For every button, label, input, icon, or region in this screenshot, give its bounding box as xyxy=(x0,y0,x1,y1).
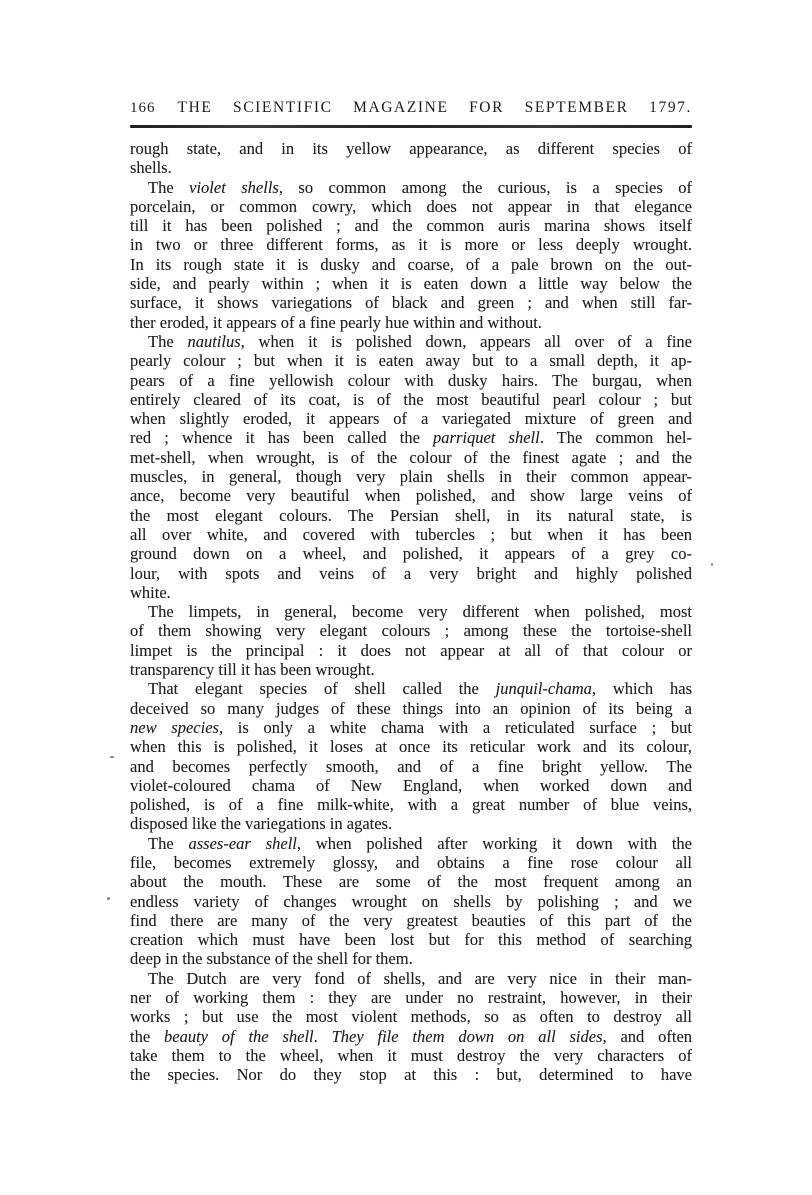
text-line: about the mouth. These are some of the most frequent among an xyxy=(130,872,692,892)
text-line: violet-coloured chama of New England, when worked down and xyxy=(130,775,692,795)
text-line: find there are many of the very greatest beauties of this part of the xyxy=(130,910,692,930)
paragraph xyxy=(130,332,692,602)
text-line: In its rough state it is dusky and coarse, of a pale brown on the out- xyxy=(130,254,692,274)
page-number: 166 xyxy=(130,100,156,116)
text-line: the most elegant colours. The Persian shell, in its natural state, is xyxy=(130,505,692,525)
page-title: THE SCIENTIFIC MAGAZINE FOR SEPTEMBER 1797. xyxy=(177,99,692,116)
magazine-page xyxy=(130,99,692,1085)
text-line: creation which must have been lost but for this method of searching xyxy=(130,930,692,950)
text-line: pears of a fine yellowish colour with dusky hairs. The burgau, when xyxy=(130,370,692,390)
text-line: in two or three different forms, as it is more or less deeply wrought. xyxy=(130,235,692,255)
paragraph xyxy=(130,679,692,833)
text-line: porcelain, or common cowry, which does not appear in that elegance xyxy=(130,196,692,216)
text-line: take them to the wheel, when it must destroy the very characters of xyxy=(130,1045,692,1065)
text-line: disposed like the variegations in agates. xyxy=(130,814,393,834)
text-line: side, and pearly within ; when it is eaten down a little way below the xyxy=(130,274,692,294)
text-line: shells. xyxy=(130,158,172,178)
text-line: the beauty of the shell. They file them down on all sides, and often xyxy=(130,1026,692,1046)
page-header xyxy=(130,99,692,117)
text-line: the species. Nor do they stop at this : but, determined to have xyxy=(130,1065,692,1085)
text-line: The Dutch are very fond of shells, and are very nice in their man- xyxy=(148,968,692,988)
text-line: works ; but use the most violent methods, so as often to destroy all xyxy=(130,1007,692,1027)
scan-speck xyxy=(107,897,110,900)
page-body xyxy=(130,139,692,1085)
text-line: That elegant species of shell called the junquil-chama, which has xyxy=(148,679,692,699)
text-line: entirely cleared of its coat, is of the most beautiful pearl colour ; but xyxy=(130,389,692,409)
text-line: ground down on a wheel, and polished, it appears of a grey co- xyxy=(130,544,692,564)
text-line: The limpets, in general, become very different when polished, most xyxy=(148,602,692,622)
paragraph xyxy=(130,969,692,1085)
text-line: met-shell, when wrought, is of the colour of the finest agate ; and the xyxy=(130,447,692,467)
text-line: rough state, and in its yellow appearance, as different species of xyxy=(130,139,692,158)
text-line: lour, with spots and veins of a very bright and highly polished xyxy=(130,563,692,583)
paragraph xyxy=(130,834,692,969)
scan-speck xyxy=(110,756,114,758)
paragraph xyxy=(130,178,692,332)
text-line: ner of working them : they are under no restraint, however, in their xyxy=(130,988,692,1008)
text-line: when slightly eroded, it appears of a variegated mixture of green and xyxy=(130,409,692,429)
text-line: white. xyxy=(130,582,171,602)
text-line: till it has been polished ; and the common auris marina shows itself xyxy=(130,216,692,236)
text-line: limpet is the principal : it does not appear at all of that colour or xyxy=(130,640,692,660)
text-line: muscles, in general, though very plain shells in their common appear- xyxy=(130,467,692,487)
text-line: red ; whence it has been called the parriquet shell. The common hel- xyxy=(130,428,692,448)
text-line: ther eroded, it appears of a fine pearly hue within and without. xyxy=(130,312,542,332)
text-line: file, becomes extremely glossy, and obtains a fine rose colour all xyxy=(130,852,692,872)
text-line: deep in the substance of the shell for them. xyxy=(130,949,413,969)
text-line: all over white, and covered with tubercles ; but when it has been xyxy=(130,524,692,544)
text-line: new species, is only a white chama with a reticulated surface ; but xyxy=(130,717,692,737)
text-line: The violet shells, so common among the curious, is a species of xyxy=(148,177,692,197)
text-line: surface, it shows variegations of black and green ; and when still far- xyxy=(130,293,692,313)
text-line: endless variety of changes wrought on shells by polishing ; and we xyxy=(130,891,692,911)
text-line: pearly colour ; but when it is eaten away but to a small depth, it ap- xyxy=(130,351,692,371)
text-line: The asses-ear shell, when polished after working it down with the xyxy=(148,833,692,853)
scan-speck xyxy=(711,563,713,566)
text-line: transparency till it has been wrought. xyxy=(130,660,375,680)
text-line: The nautilus, when it is polished down, appears all over of a fine xyxy=(148,331,692,351)
text-line: of them showing very elegant colours ; among these the tortoise-shell xyxy=(130,621,692,641)
paragraph xyxy=(130,139,692,178)
text-line: polished, is of a fine milk-white, with a great number of blue veins, xyxy=(130,795,692,815)
text-line: ance, become very beautiful when polished, and show large veins of xyxy=(130,486,692,506)
text-line: deceived so many judges of these things into an opinion of its being a xyxy=(130,698,692,718)
paragraph xyxy=(130,602,692,679)
text-line: and becomes perfectly smooth, and of a fine bright yellow. The xyxy=(130,756,692,776)
header-rule xyxy=(130,125,692,128)
text-line: when this is polished, it loses at once its reticular work and its colour, xyxy=(130,737,692,757)
